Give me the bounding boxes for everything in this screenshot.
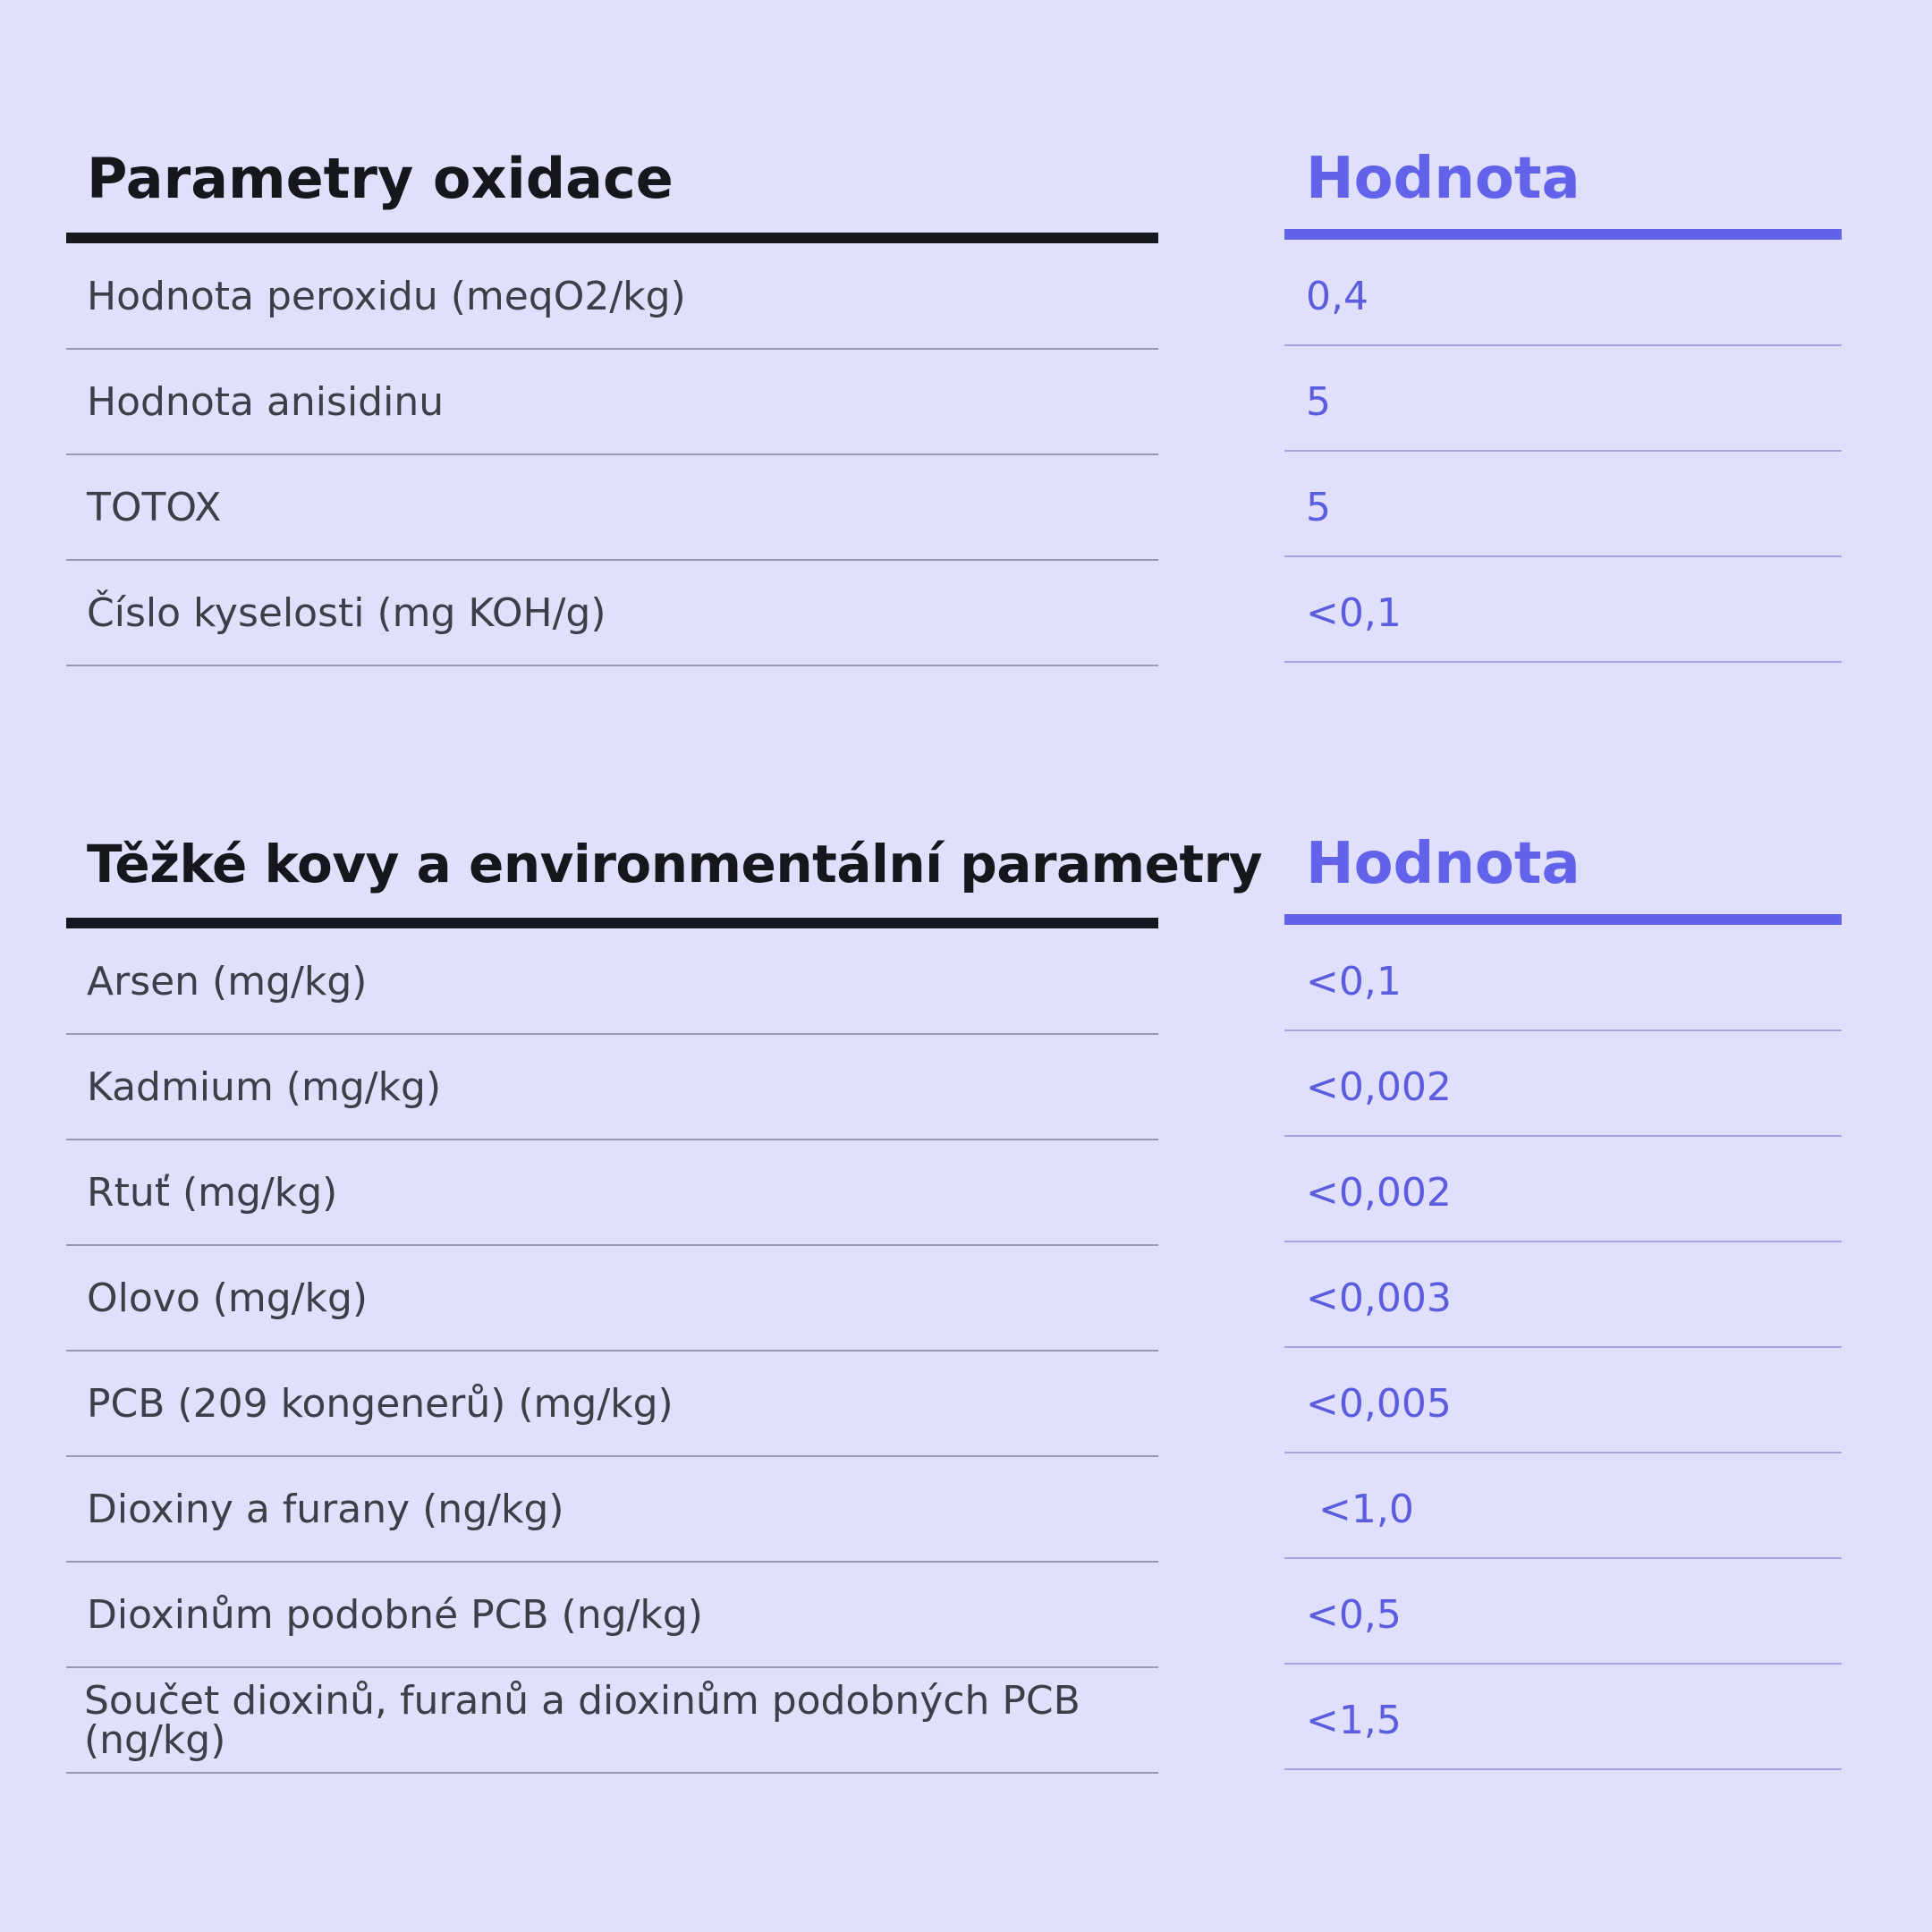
header-rule-dark xyxy=(66,233,1158,243)
parameter-value: <0,002 xyxy=(1306,1064,1452,1110)
table-row xyxy=(0,1035,1932,1140)
table-row xyxy=(0,455,1932,561)
heavy-metals-table-header xyxy=(0,819,1932,929)
parameter-label: Arsen (mg/kg) xyxy=(87,959,368,1004)
parameter-label: Součet dioxinů, furanů a dioxinům podobných PCB (ng/kg) xyxy=(84,1677,1080,1763)
parameter-label: TOTOX xyxy=(87,485,222,530)
parameter-label: Hodnota anisidinu xyxy=(87,379,445,425)
parameter-value: <0,1 xyxy=(1306,590,1402,636)
row-divider xyxy=(1284,1663,1842,1665)
row-divider xyxy=(1284,1557,1842,1559)
parameter-label: Hodnota peroxidu (meqO2/kg) xyxy=(87,274,686,319)
table-row xyxy=(0,1457,1932,1563)
parameter-label: Dioxiny a furany (ng/kg) xyxy=(87,1487,564,1532)
parameter-value: 5 xyxy=(1306,379,1331,425)
heavy-metals-table-title: Těžké kovy a environmentální parametry xyxy=(87,834,1263,894)
table-row xyxy=(0,561,1932,666)
heavy-metals-value-header: Hodnota xyxy=(1306,831,1580,897)
table-row xyxy=(0,1352,1932,1457)
header-rule-accent xyxy=(1284,229,1842,240)
parameter-value: 0,4 xyxy=(1306,274,1368,319)
parameter-label: Číslo kyselosti (mg KOH/g) xyxy=(87,590,606,636)
parameter-label: Kadmium (mg/kg) xyxy=(87,1064,442,1110)
table-row xyxy=(0,244,1932,350)
table-row xyxy=(0,1668,1932,1774)
table-row xyxy=(0,929,1932,1035)
oxidation-table xyxy=(0,134,1932,666)
row-divider xyxy=(66,665,1158,666)
parameter-label: Dioxinům podobné PCB (ng/kg) xyxy=(87,1592,703,1638)
parameter-value: <1,5 xyxy=(1306,1698,1402,1743)
parameter-label: Rtuť (mg/kg) xyxy=(87,1170,338,1216)
row-divider xyxy=(1284,661,1842,663)
table-row xyxy=(0,1246,1932,1352)
row-divider xyxy=(1284,450,1842,452)
row-divider xyxy=(1284,1452,1842,1453)
row-divider xyxy=(1284,344,1842,346)
parameter-label: Olovo (mg/kg) xyxy=(87,1275,369,1321)
row-divider xyxy=(1284,1241,1842,1242)
row-divider xyxy=(1284,1135,1842,1137)
row-divider xyxy=(66,1772,1158,1774)
row-divider xyxy=(1284,1768,1842,1770)
parameter-value: <0,005 xyxy=(1306,1381,1452,1427)
oxidation-table-header xyxy=(0,134,1932,244)
parameter-value: <0,5 xyxy=(1306,1592,1402,1638)
parameter-value: <0,002 xyxy=(1306,1170,1452,1216)
parameter-value: <1,0 xyxy=(1306,1487,1414,1532)
row-divider xyxy=(1284,555,1842,557)
header-rule-accent xyxy=(1284,914,1842,925)
row-divider xyxy=(1284,1030,1842,1031)
parameter-value: <0,1 xyxy=(1306,959,1402,1004)
parameter-value: <0,003 xyxy=(1306,1275,1452,1321)
table-row xyxy=(0,1563,1932,1668)
header-rule-dark xyxy=(66,918,1158,928)
parameter-value: 5 xyxy=(1306,485,1331,530)
table-row xyxy=(0,350,1932,455)
oxidation-table-title: Parametry oxidace xyxy=(87,146,674,211)
heavy-metals-table xyxy=(0,819,1932,1774)
oxidation-value-header: Hodnota xyxy=(1306,146,1580,212)
table-row xyxy=(0,1140,1932,1246)
row-divider xyxy=(1284,1346,1842,1348)
parameter-label: PCB (209 kongenerů) (mg/kg) xyxy=(87,1381,674,1427)
